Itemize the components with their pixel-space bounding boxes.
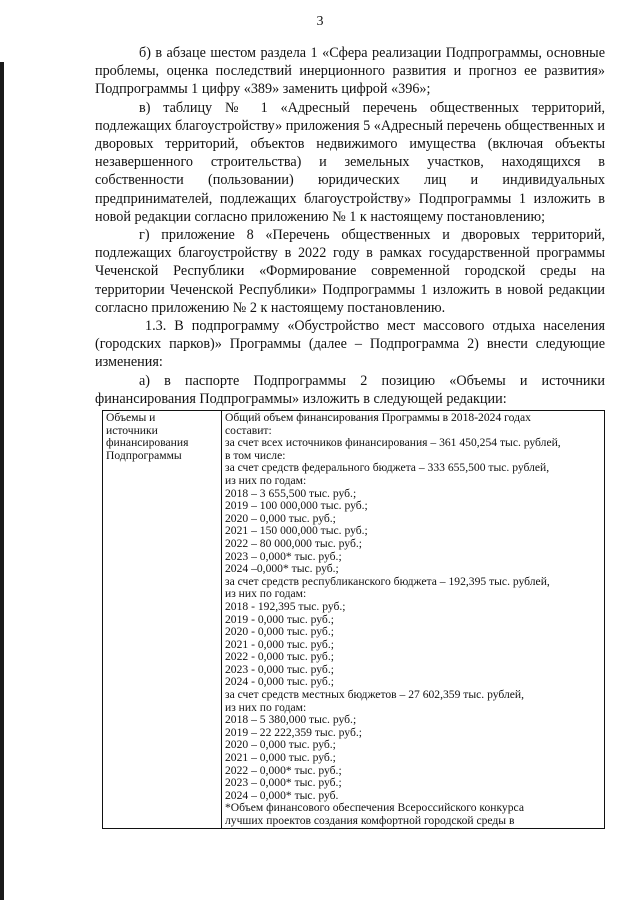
financing-line: 2019 - 0,000 тыс. руб.; — [225, 612, 334, 626]
financing-line: за счет всех источников финансирования – 361 450,254 тыс. рублей, — [225, 436, 561, 450]
label-line: Объемы и — [106, 411, 156, 424]
financing-line: 2020 – 0,000 тыс. руб.; — [225, 511, 336, 525]
financing-line: за счет средств федерального бюджета – 333 655,500 тыс. рублей, — [225, 461, 550, 475]
financing-table — [102, 410, 605, 829]
financing-line: 2018 - 192,395 тыс. руб.; — [225, 599, 346, 613]
financing-line: *Объем финансового обеспечения Всероссийского конкурса — [225, 801, 524, 815]
financing-line: 2019 – 22 222,359 тыс. руб.; — [225, 725, 362, 739]
financing-line: 2022 – 0,000* тыс. руб.; — [225, 763, 342, 777]
financing-line: 2020 - 0,000 тыс. руб.; — [225, 625, 334, 639]
financing-line: за счет средств республиканского бюджета – 192,395 тыс. рублей, — [225, 574, 550, 588]
financing-line: 2023 – 0,000* тыс. руб.; — [225, 549, 342, 563]
financing-line: 2021 - 0,000 тыс. руб.; — [225, 637, 334, 651]
label-line: финансирования — [106, 436, 189, 450]
financing-line: 2024 – 0,000* тыс. руб. — [225, 788, 339, 802]
financing-line: 2023 - 0,000 тыс. руб.; — [225, 662, 334, 676]
financing-line: 2018 – 5 380,000 тыс. руб.; — [225, 713, 357, 727]
financing-line: из них по годам: — [225, 700, 307, 714]
financing-line: в том числе: — [225, 448, 286, 462]
paragraph-v: в) таблицу № 1 «Адресный перечень общественных территорий, подлежащих благоустройству» приложения 5 «Адресный перечень общественных и дворовых территорий, объектов недвижимого имущества (включая объекты незавершенного строительства) и земельных участков, находящихся в собственности (пользовании) юридических лиц и индивидуальных предпринимателей, подлежащих благоустройству» Подпрограммы 1 изложить в новой редакции согласно приложению № 1 к настоящему постановлению; — [95, 99, 605, 225]
body-text — [95, 44, 605, 408]
financing-label-cell — [103, 411, 222, 829]
paragraph-g: г) приложение 8 «Перечень общественных и дворовых территорий, подлежащих благоустройству в 2022 году в рамках государственной программы Чеченской Республики «Формирование современной городской среды на территории Чеченской Республики» Подпрограммы 1 изложить в новой редакции согласно приложению № 2 к настоящему постановлению. — [95, 227, 605, 316]
financing-line: 2020 – 0,000 тыс. руб.; — [225, 738, 336, 752]
table-row — [103, 411, 605, 829]
label-line: источники — [106, 423, 158, 437]
financing-line: за счет средств местных бюджетов – 27 602,359 тыс. рублей, — [225, 688, 525, 702]
financing-line: 2022 – 80 000,000 тыс. руб.; — [225, 536, 362, 550]
financing-line: 2023 – 0,000* тыс. руб.; — [225, 776, 342, 790]
financing-line: Общий объем финансирования Программы в 2018-2024 годах — [225, 411, 531, 424]
financing-line: 2021 – 0,000 тыс. руб.; — [225, 751, 336, 765]
financing-line: 2024 –0,000* тыс. руб.; — [225, 562, 339, 576]
paragraph-b: б) в абзаце шестом раздела 1 «Сфера реализации Подпрограммы, основные проблемы, оценка последствий инерционного развития и прогноз ее развития» Подпрограммы 1 цифру «389» заменить цифрой «396»; — [95, 45, 605, 98]
financing-line: из них по годам: — [225, 473, 307, 487]
paragraph-a: а) в паспорте Подпрограммы 2 позицию «Объемы и источники финансирования Подпрограммы» изложить в следующей редакции: — [95, 372, 605, 407]
financing-line: 2018 – 3 655,500 тыс. руб.; — [225, 486, 357, 500]
scan-edge-mark — [0, 62, 4, 900]
financing-line: лучших проектов создания комфортной городской среды в — [225, 815, 515, 827]
paragraph-1-3: 1.3. В подпрограмму «Обустройство мест массового отдыха населения (городских парков)» Программы (далее – Подпрограмма 2) внести следующие изменения: — [95, 318, 605, 371]
financing-details-cell — [222, 411, 605, 829]
financing-line: 2019 – 100 000,000 тыс. руб.; — [225, 499, 368, 513]
financing-line: из них по годам: — [225, 587, 307, 601]
financing-line: составит: — [225, 423, 272, 437]
financing-line: 2021 – 150 000,000 тыс. руб.; — [225, 524, 368, 538]
financing-line: 2024 - 0,000 тыс. руб.; — [225, 675, 334, 689]
page-number: 3 — [316, 14, 324, 29]
financing-line: 2022 - 0,000 тыс. руб.; — [225, 650, 334, 664]
label-line: Подпрограммы — [106, 448, 182, 462]
